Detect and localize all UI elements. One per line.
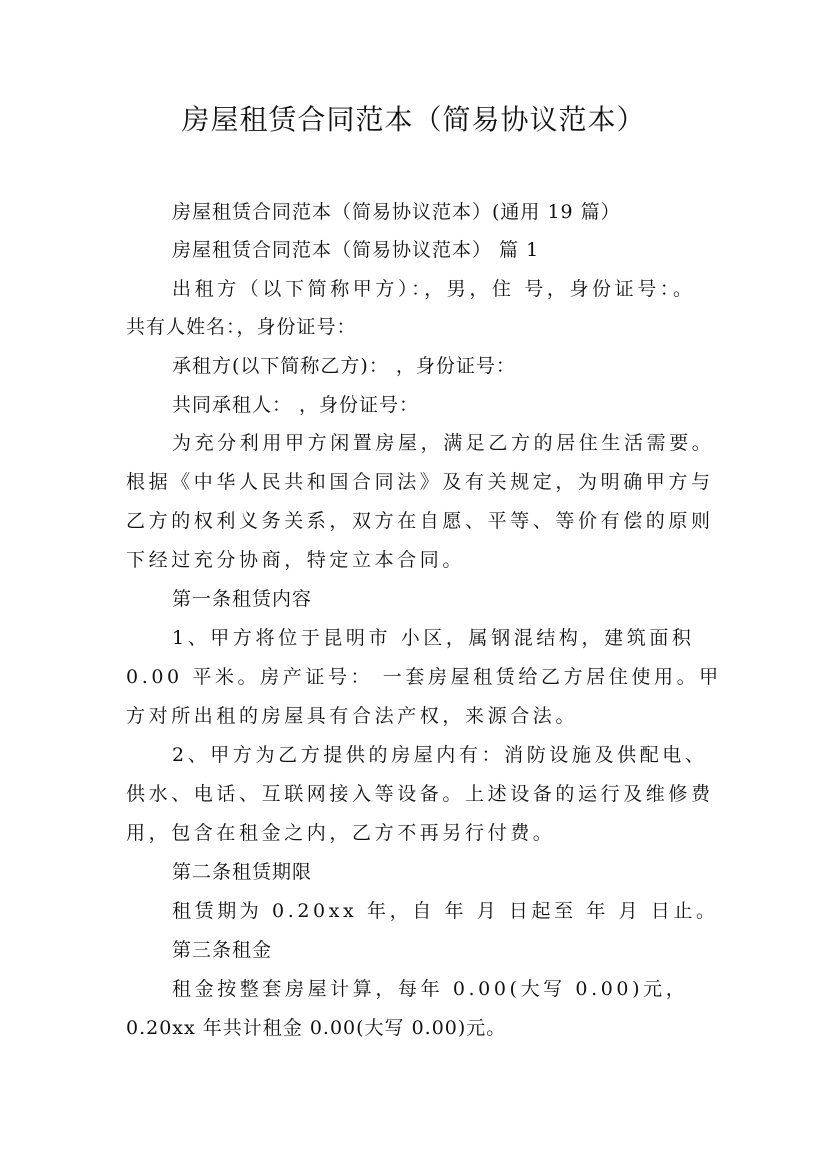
doc-line-article-3: 第三条租金 [172,939,273,961]
doc-line-purpose-2: 根据《中华人民共和国合同法》及有关规定，为明确甲方与 [126,471,714,493]
doc-line-article-2: 第二条租赁期限 [172,861,313,883]
doc-line-purpose-3: 乙方的权利义务关系，双方在自愿、平等、等价有偿的原则 [126,510,714,532]
doc-line-lessor: 出租方（以下简称甲方）：，男，住 号，身份证号：。 [172,278,696,300]
doc-line-heading-1: 房屋租赁合同范本（简易协议范本） 篇 1 [172,239,540,261]
doc-line-rent-1: 租金按整套房屋计算，每年 0.00(大写 0.00)元， [172,978,689,1000]
doc-line-item-1b: 0.00 平米。房产证号： 一套房屋租赁给乙方居住使用。甲 [126,666,722,688]
doc-line-rent-2: 0.20xx 年共计租金 0.00(大写 0.00)元。 [126,1017,507,1039]
doc-line-purpose-4: 下经过充分协商，特定立本合同。 [126,549,466,571]
doc-line-item-1c: 方对所出租的房屋具有合法产权，来源合法。 [126,705,579,727]
doc-line-item-2c: 用，包含在租金之内，乙方不再另行付费。 [126,822,556,844]
doc-line-item-2a: 2、甲方为乙方提供的房屋内有：消防设施及供配电、 [172,744,708,766]
doc-line-term: 租赁期为 0.20xx 年，自 年 月 日起至 年 月 日止。 [172,900,719,922]
doc-line-lessee: 承租方(以下简称乙方)： ，身份证号： [172,355,516,377]
document-title: 房屋租赁合同范本（简易协议范本） [181,103,646,136]
doc-line-co-lessee: 共同承租人： ，身份证号： [172,394,420,416]
doc-line-subtitle: 房屋租赁合同范本（简易协议范本）(通用 19 篇） [172,201,621,223]
doc-line-purpose-1: 为充分利用甲方闲置房屋，满足乙方的居住生活需要。 [172,432,715,454]
doc-line-co-owner: 共有人姓名：，身份证号： [126,316,357,338]
doc-line-article-1: 第一条租赁内容 [172,588,313,610]
doc-line-item-2b: 供水、电话、互联网接入等设备。上述设备的运行及维修费 [126,783,714,805]
doc-line-item-1a: 1、甲方将位于昆明市 小区，属钢混结构，建筑面积 [172,627,695,649]
